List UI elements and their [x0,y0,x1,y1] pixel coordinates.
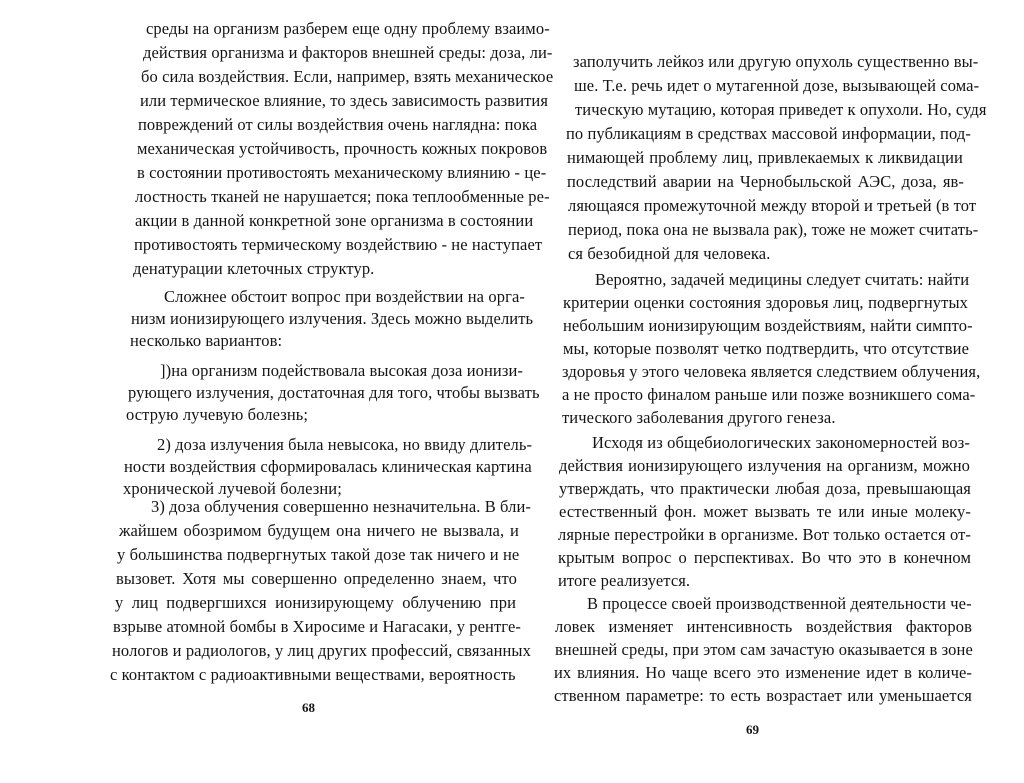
text-line: ности воздействия сформировалась клиническая картина [124,457,532,476]
text-line: ственном параметре: то есть возрастает или уменьшается [554,686,972,705]
text-line: несколько вариантов: [130,331,283,350]
text-line: денатурации клеточных структур. [133,259,375,278]
text-line: а не просто финалом раньше или позже возникшего сома- [562,385,976,404]
text-line: или термическое влияние, то здесь зависимость развития [140,91,549,110]
text-line: у большинства подвергнутых такой дозе так ничего и не [117,545,520,564]
text-line: период, пока она не вызвала рак), тоже не может считать- [568,220,979,239]
text-line: Вероятно, задачей медицины следует считать: найти [595,270,970,289]
text-line: действия ионизирующего излучения на организм, можно [559,456,970,475]
text-line: В процессе своей производственной деятельности че- [587,594,972,613]
text-line: 2) доза излучения была невысока, но ввиду длитель- [157,435,533,454]
text-line: внешней среды, при этом сам зачастую оказывается в зоне [555,640,973,659]
text-line: действия организма и факторов внешней среды: доза, ли- [143,43,553,62]
page-number: 69 [746,722,759,737]
text-line: Исходя из общебиологических закономерностей воз- [592,433,970,452]
text-line: утверждать, что практически любая доза, превышающая [559,479,971,498]
text-line: 3) доза облучения совершенно незначительна. В бли- [151,497,531,516]
text-line: ловек изменяет интенсивность воздействия факторов [555,617,972,636]
text-line: повреждений от силы воздействия очень наглядна: пока [138,115,538,134]
text-line: акции в данной конкретной зоне организма в состоянии [135,211,534,230]
text-line: тическую мутацию, которая приведет к опухоли. Но, судя [575,100,987,119]
text-line: критерии оценки состояния здоровья лиц, подвергнутых [563,293,968,312]
page-number: 68 [302,700,315,715]
text-line: с контактом с радиоактивными веществами, вероятность [110,665,516,684]
text-line: небольшим ионизирующим воздействиям, найти симпто- [563,316,973,335]
text-line: ляющаяся промежуточной между второй и третьей (в тот [568,196,977,215]
text-line: Сложнее обстоит вопрос при воздействии на орга- [164,287,525,306]
text-line: последствий аварии на Чернобыльской АЭС, доза, яв- [567,172,964,191]
text-line: рующего излучения, достаточная для того, чтобы вызвать [128,383,540,402]
text-line: ся безобидной для человека. [568,244,771,263]
text-line: крытым вопрос о перспективах. Во что это в конечном [558,548,971,567]
text-line: по публикациям в средствах массовой информации, под- [566,124,971,143]
text-line: среды на организм разберем еще одну проблему взаимо- [146,19,550,38]
text-line: взрыве атомной бомбы в Хиросиме и Нагасаки, у рентге- [113,617,521,636]
text-line: естественный фон. может вызвать те или иные молеку- [559,502,971,521]
text-line: механическая устойчивость, прочность кожных покровов [137,139,548,158]
text-line: лостность тканей не нарушается; пока теплообменные ре- [135,187,550,206]
text-line: хронической лучевой болезни; [123,479,342,498]
text-line: здоровья у этого человека является следствием облучения, [562,362,981,381]
text-line: низм ионизирующего излучения. Здесь можно выделить [131,309,534,328]
text-line: ше. Т.е. речь идет о мутагенной дозе, вызывающей сома- [574,76,980,95]
text-line: у лиц подвергшихся ионизирующему облучению при [115,593,516,612]
text-line: итоге реализуется. [558,571,691,590]
text-line: лярные перестройки в организме. Вот только остается от- [558,525,971,544]
text-line: вызовет. Хотя мы совершенно определенно знаем, что [116,569,517,588]
text-line: их влияния. Но чаще всего это изменение идет в количе- [554,663,972,682]
right-page [540,0,1024,783]
text-line: заполучить лейкоз или другую опухоль существенно вы- [573,52,979,71]
text-line: ])на организм подействовала высокая доза ионизи- [160,361,523,380]
text-line: в состоянии противостоять механическому влиянию - це- [137,163,547,182]
text-line: мы, которые позволят четко подтвердить, что отсутствие [563,339,969,358]
text-line: нимающей проблему лиц, привлекаемых к ликвидации [567,148,963,167]
text-line: острую лучевую болезнь; [126,405,309,424]
text-line: нологов и радиологов, у лиц других профессий, связанных [112,641,531,660]
text-line: бо сила воздействия. Если, например, взять механическое [141,67,554,86]
text-line: жайшем обозримом будущем она ничего не вызвала, и [119,521,519,540]
text-line: тического заболевания другого генеза. [562,408,836,427]
text-line: противостоять термическому воздействию - не наступает [134,235,543,254]
